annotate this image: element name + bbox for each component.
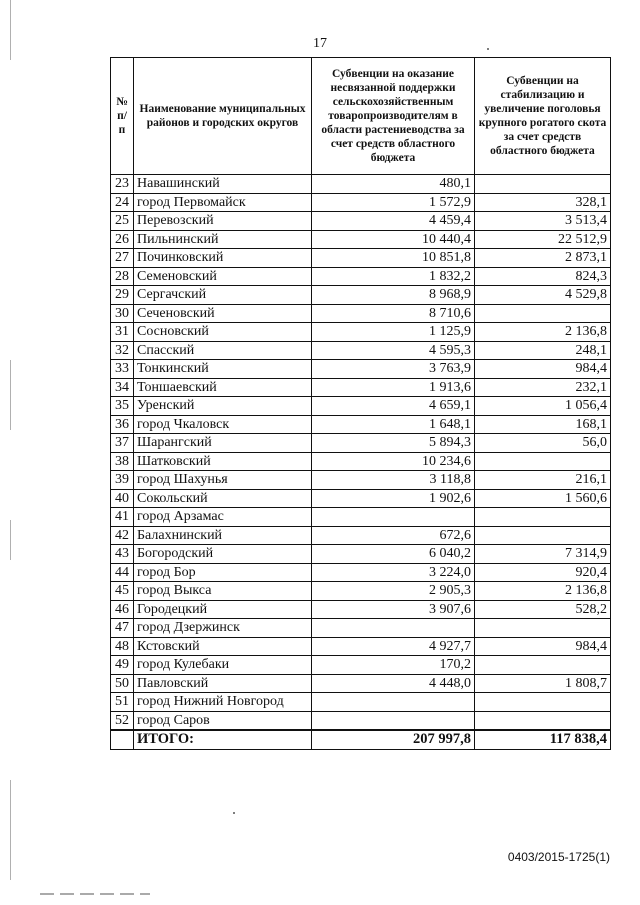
- row-name: Сокольский: [134, 489, 312, 508]
- row-crop-subsidy: 8 968,9: [312, 286, 475, 305]
- row-cattle-subsidy: 984,4: [475, 360, 611, 379]
- row-crop-subsidy: 4 927,7: [312, 637, 475, 656]
- total-row: [111, 730, 611, 749]
- table-row: [111, 212, 611, 231]
- row-crop-subsidy: 3 118,8: [312, 471, 475, 490]
- row-cattle-subsidy: 7 314,9: [475, 545, 611, 564]
- table-header-row: [111, 58, 611, 175]
- row-cattle-subsidy: 3 513,4: [475, 212, 611, 231]
- table-row: [111, 582, 611, 601]
- row-number: 42: [111, 526, 134, 545]
- row-name: Тонкинский: [134, 360, 312, 379]
- table-row: [111, 637, 611, 656]
- row-number: 36: [111, 415, 134, 434]
- row-name: город Выкса: [134, 582, 312, 601]
- row-crop-subsidy: 3 763,9: [312, 360, 475, 379]
- row-cattle-subsidy: [475, 304, 611, 323]
- row-cattle-subsidy: 328,1: [475, 193, 611, 212]
- table-row: [111, 286, 611, 305]
- row-number: 44: [111, 563, 134, 582]
- row-number: 24: [111, 193, 134, 212]
- row-number: 38: [111, 452, 134, 471]
- row-cattle-subsidy: 1 056,4: [475, 397, 611, 416]
- table-row: [111, 341, 611, 360]
- row-number: 40: [111, 489, 134, 508]
- row-name: город Дзержинск: [134, 619, 312, 638]
- row-number: 50: [111, 674, 134, 693]
- row-name: город Арзамас: [134, 508, 312, 527]
- row-crop-subsidy: 4 459,4: [312, 212, 475, 231]
- table-row: [111, 230, 611, 249]
- row-number: 51: [111, 693, 134, 712]
- table-row: [111, 378, 611, 397]
- row-crop-subsidy: 1 125,9: [312, 323, 475, 342]
- row-number: 25: [111, 212, 134, 231]
- row-cattle-subsidy: [475, 508, 611, 527]
- row-crop-subsidy: 1 648,1: [312, 415, 475, 434]
- row-number: 23: [111, 175, 134, 194]
- scan-bottom-mark: [40, 893, 150, 895]
- subsidy-table: [110, 57, 611, 750]
- row-crop-subsidy: 10 234,6: [312, 452, 475, 471]
- row-name: Сеченовский: [134, 304, 312, 323]
- scan-speck: [233, 812, 235, 814]
- total-cattle-subsidy: 117 838,4: [475, 730, 611, 749]
- row-number: 39: [111, 471, 134, 490]
- table-row: [111, 360, 611, 379]
- row-name: Перевозский: [134, 212, 312, 231]
- table-row: [111, 545, 611, 564]
- table-row: [111, 619, 611, 638]
- row-cattle-subsidy: [475, 175, 611, 194]
- table-row: [111, 397, 611, 416]
- row-cattle-subsidy: 824,3: [475, 267, 611, 286]
- row-crop-subsidy: 1 572,9: [312, 193, 475, 212]
- document-code: 0403/2015-1725(1): [507, 850, 610, 864]
- row-cattle-subsidy: [475, 452, 611, 471]
- table-row: [111, 711, 611, 730]
- table-row: [111, 267, 611, 286]
- row-number: 37: [111, 434, 134, 453]
- table-row: [111, 193, 611, 212]
- row-number: 47: [111, 619, 134, 638]
- row-cattle-subsidy: [475, 656, 611, 675]
- row-cattle-subsidy: 2 873,1: [475, 249, 611, 268]
- row-name: Тоншаевский: [134, 378, 312, 397]
- row-cattle-subsidy: 2 136,8: [475, 582, 611, 601]
- row-crop-subsidy: 8 710,6: [312, 304, 475, 323]
- row-number: 48: [111, 637, 134, 656]
- table-row: [111, 656, 611, 675]
- row-name: Шатковский: [134, 452, 312, 471]
- row-cattle-subsidy: 56,0: [475, 434, 611, 453]
- row-name: город Бор: [134, 563, 312, 582]
- table-row: [111, 600, 611, 619]
- row-cattle-subsidy: 528,2: [475, 600, 611, 619]
- row-number: 27: [111, 249, 134, 268]
- row-number: 31: [111, 323, 134, 342]
- row-cattle-subsidy: 4 529,8: [475, 286, 611, 305]
- row-number: 30: [111, 304, 134, 323]
- row-name: Уренский: [134, 397, 312, 416]
- row-number: 34: [111, 378, 134, 397]
- row-crop-subsidy: [312, 508, 475, 527]
- row-name: Пильнинский: [134, 230, 312, 249]
- row-crop-subsidy: [312, 619, 475, 638]
- row-cattle-subsidy: 232,1: [475, 378, 611, 397]
- row-number: 49: [111, 656, 134, 675]
- row-name: город Чкаловск: [134, 415, 312, 434]
- header-number: № п/п: [111, 58, 134, 175]
- row-name: Шарангский: [134, 434, 312, 453]
- row-cattle-subsidy: 216,1: [475, 471, 611, 490]
- row-name: город Первомайск: [134, 193, 312, 212]
- row-name: Починковский: [134, 249, 312, 268]
- row-number: 32: [111, 341, 134, 360]
- row-crop-subsidy: 2 905,3: [312, 582, 475, 601]
- row-crop-subsidy: 672,6: [312, 526, 475, 545]
- row-cattle-subsidy: [475, 711, 611, 730]
- row-name: город Шахунья: [134, 471, 312, 490]
- table-row: [111, 323, 611, 342]
- page-number: 17: [313, 36, 327, 51]
- row-crop-subsidy: 10 440,4: [312, 230, 475, 249]
- row-cattle-subsidy: 22 512,9: [475, 230, 611, 249]
- row-name: Балахнинский: [134, 526, 312, 545]
- row-crop-subsidy: 4 448,0: [312, 674, 475, 693]
- total-label: ИТОГО:: [134, 730, 312, 749]
- row-crop-subsidy: 4 595,3: [312, 341, 475, 360]
- row-name: Навашинский: [134, 175, 312, 194]
- row-crop-subsidy: 5 894,3: [312, 434, 475, 453]
- row-number: 43: [111, 545, 134, 564]
- row-crop-subsidy: [312, 693, 475, 712]
- row-cattle-subsidy: 168,1: [475, 415, 611, 434]
- table-row: [111, 452, 611, 471]
- row-name: Кстовский: [134, 637, 312, 656]
- table-row: [111, 526, 611, 545]
- row-cattle-subsidy: 2 136,8: [475, 323, 611, 342]
- row-crop-subsidy: 3 907,6: [312, 600, 475, 619]
- scan-speck: [487, 48, 489, 50]
- table-row: [111, 693, 611, 712]
- row-crop-subsidy: 10 851,8: [312, 249, 475, 268]
- row-name: Сергачский: [134, 286, 312, 305]
- scan-edge-mark: [10, 520, 11, 560]
- table-row: [111, 434, 611, 453]
- row-cattle-subsidy: [475, 619, 611, 638]
- row-number: 52: [111, 711, 134, 730]
- row-crop-subsidy: 1 913,6: [312, 378, 475, 397]
- table-row: [111, 563, 611, 582]
- row-name: Павловский: [134, 674, 312, 693]
- row-name: город Кулебаки: [134, 656, 312, 675]
- table-row: [111, 175, 611, 194]
- row-number: 29: [111, 286, 134, 305]
- table-row: [111, 304, 611, 323]
- row-cattle-subsidy: 1 560,6: [475, 489, 611, 508]
- row-crop-subsidy: 1 902,6: [312, 489, 475, 508]
- row-crop-subsidy: 1 832,2: [312, 267, 475, 286]
- header-crop-subsidy: Субвенции на оказание несвязанной поддержки сельскохозяйственным товаропроизводителям в области растениеводства за счет средств областного бюджета: [312, 58, 475, 175]
- row-name: Сосновский: [134, 323, 312, 342]
- scan-edge-mark: [10, 780, 11, 880]
- row-crop-subsidy: 170,2: [312, 656, 475, 675]
- row-number: 35: [111, 397, 134, 416]
- table-row: [111, 249, 611, 268]
- row-number: 45: [111, 582, 134, 601]
- row-cattle-subsidy: 984,4: [475, 637, 611, 656]
- row-number: 26: [111, 230, 134, 249]
- row-number: 28: [111, 267, 134, 286]
- table-row: [111, 674, 611, 693]
- row-name: город Саров: [134, 711, 312, 730]
- row-number: 46: [111, 600, 134, 619]
- table-row: [111, 471, 611, 490]
- row-crop-subsidy: 4 659,1: [312, 397, 475, 416]
- row-name: город Нижний Новгород: [134, 693, 312, 712]
- row-cattle-subsidy: 1 808,7: [475, 674, 611, 693]
- row-name: Богородский: [134, 545, 312, 564]
- row-cattle-subsidy: 248,1: [475, 341, 611, 360]
- row-crop-subsidy: [312, 711, 475, 730]
- scan-edge-mark: [10, 0, 11, 60]
- row-cattle-subsidy: 920,4: [475, 563, 611, 582]
- row-crop-subsidy: 6 040,2: [312, 545, 475, 564]
- table-row: [111, 489, 611, 508]
- table-row: [111, 415, 611, 434]
- total-crop-subsidy: 207 997,8: [312, 730, 475, 749]
- row-cattle-subsidy: [475, 526, 611, 545]
- row-name: Спасский: [134, 341, 312, 360]
- row-number: 33: [111, 360, 134, 379]
- row-number: 41: [111, 508, 134, 527]
- header-name: Наименование муниципальных районов и городских округов: [134, 58, 312, 175]
- row-crop-subsidy: 480,1: [312, 175, 475, 194]
- row-name: Семеновский: [134, 267, 312, 286]
- row-crop-subsidy: 3 224,0: [312, 563, 475, 582]
- row-name: Городецкий: [134, 600, 312, 619]
- total-number-cell: [111, 730, 134, 749]
- table-body: [111, 175, 611, 731]
- table-row: [111, 508, 611, 527]
- scan-edge-mark: [10, 360, 11, 430]
- header-cattle-subsidy: Субвенции на стабилизацию и увеличение поголовья крупного рогатого скота за счет средств областного бюджета: [475, 58, 611, 175]
- row-cattle-subsidy: [475, 693, 611, 712]
